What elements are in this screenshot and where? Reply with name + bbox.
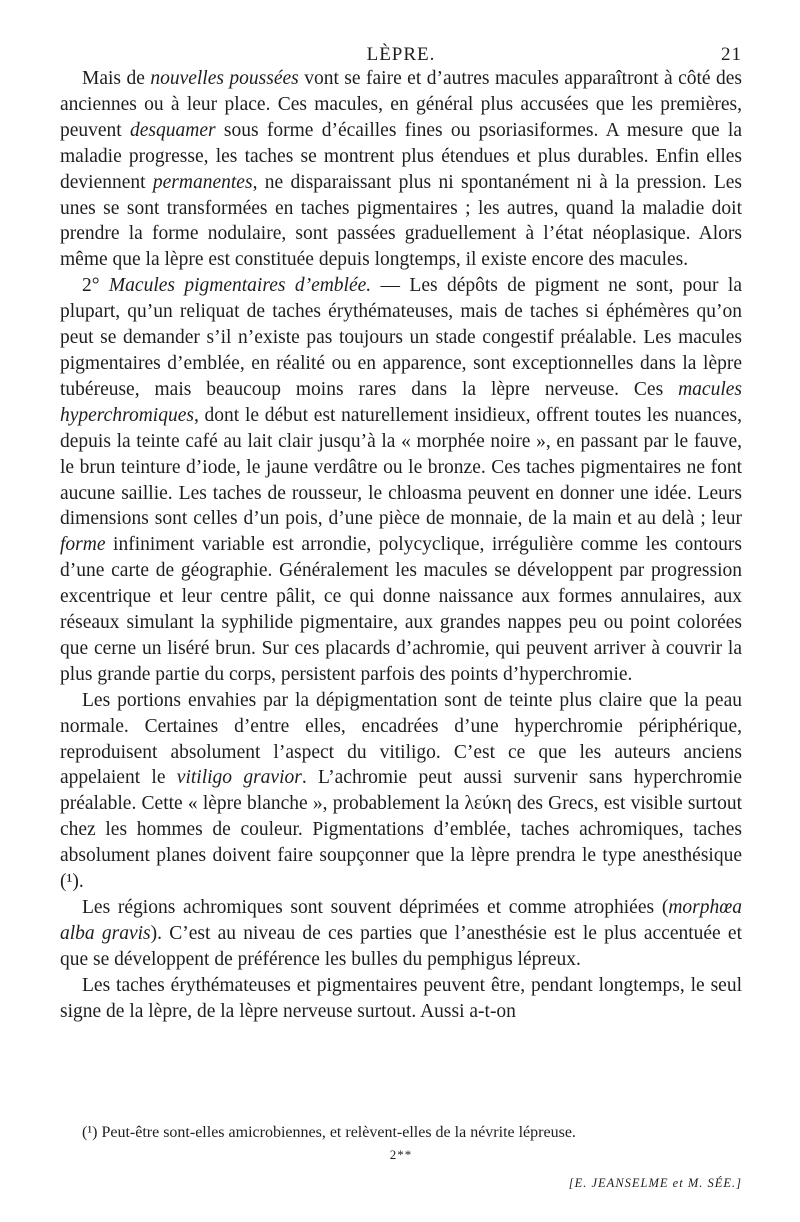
signature-author: [E. JEANSELME et M. SÉE.] bbox=[568, 1176, 742, 1190]
italic-run: morphœa alba gravis bbox=[60, 897, 742, 944]
text-run: . L’achromie peut aussi survenir sans hyperchromie préalable. Cette « lèpre blanche », probablement la λεύκη des Grecs, est visible surtout chez les hommes de couleur. Pigmentations d’emblée, taches achromiques, taches absolument planes doivent faire soupçonner que la lèpre prendra le type anesthésique (¹). bbox=[60, 767, 742, 893]
signature-mark: 2** bbox=[389, 1147, 413, 1162]
running-title: LÈPRE. bbox=[366, 44, 436, 65]
page-number: 21 bbox=[721, 44, 742, 65]
italic-run: nouvelles poussées bbox=[150, 68, 299, 89]
body-text bbox=[60, 66, 742, 1025]
text-run: infiniment variable est arrondie, polycyclique, irrégulière comme les contours d’une carte de géographie. Généralement les macules se développent par progression excentrique et leur centre pâlit, ce qui donne naissance aux formes annulaires, aux réseaux simulant la syphilide pigmentaire, aux grandes nappes peu ou point colorées que cerne un liséré brun. Sur ces placards d’achromie, qui peuvent arriver à couvrir la plus grande partie du corps, persistent parfois des points d’hyperchromie. bbox=[60, 534, 742, 685]
italic-run: desquamer bbox=[130, 119, 216, 141]
text-run: , dont le début est naturellement insidieux, offrent toutes les nuances, depuis la teinte café au lait clair jusqu’à la « morphée noire », en passant par le fauve, le brun teinture d’iode, le jaune verdâtre ou le bronze. Ces taches pigmentaires ne font aucune saillie. Les taches de rousseur, le chloasma peuvent en donner une idée. Leurs dimensions sont celles d’un pois, d’une pièce de monnaie, de la main et au delà ; leur bbox=[60, 404, 742, 530]
text-run: ). C’est au niveau de ces parties que l’anesthésie est le plus accentuée et que se développent de préférence les bulles du pemphigus lépreux. bbox=[60, 922, 742, 970]
paragraph bbox=[60, 66, 742, 273]
text-run: — Les dépôts de pigment ne sont, pour la plupart, qu’un reliquat de taches érythémateuses, mais de taches si éphémères qu’on peut se demander s’il n’existe pas toujours un stade congestif préalable. Les macules pigmentaires d’emblée, en réalité ou en apparence, sont exceptionnelles dans la lèpre tubéreuse, mais beaucoup moins rares dans la lèpre nerveuse. Ces bbox=[60, 275, 742, 400]
text-run: sous forme d’écailles fines ou psoriasiformes. A mesure que la maladie progresse, les taches se montrent plus étendues et plus durables. Enfin elles deviennent bbox=[60, 119, 742, 193]
text-run: , ne disparaissant plus ni spontanément ni à la pression. Les unes se sont transformées en taches pigmentaires ; les autres, quand la maladie doit prendre la forme nodulaire, sont passées graduellement à l’état néoplasique. Alors même que la lèpre est constituée depuis longtemps, il existe encore des macules. bbox=[60, 171, 742, 271]
text-run: Les régions achromiques sont souvent déprimées et comme atrophiées ( bbox=[82, 897, 669, 918]
italic-run: forme bbox=[60, 534, 106, 556]
paragraph bbox=[60, 973, 742, 1025]
italic-run: permanentes bbox=[152, 171, 253, 193]
footnote bbox=[60, 1123, 742, 1143]
text-run: Les portions envahies par la dépigmentation sont de teinte plus claire que la peau normale. Certaines d’entre elles, encadrées d’une hyperchromie périphérique, reproduisent absolument l’aspect du vitiligo. C’est ce que les auteurs anciens appelaient le bbox=[60, 689, 742, 789]
text-run: Mais de bbox=[82, 68, 151, 89]
paragraph bbox=[60, 273, 742, 688]
text-run: vont se faire et d’autres macules apparaîtront à côté des anciennes ou à leur place. Ces macules, en général plus accusées que les premières, peuvent bbox=[60, 68, 742, 141]
text-run: 2° bbox=[82, 275, 109, 297]
italic-run: macules hyperchromiques bbox=[60, 378, 742, 426]
footnote-marker: (¹) bbox=[82, 1124, 98, 1141]
paragraph bbox=[60, 895, 742, 973]
footnote-text: Peut-être sont-elles amicrobiennes, et relèvent-elles de la névrite lépreuse. bbox=[97, 1124, 576, 1141]
section-heading: Macules pigmentaires d’emblée. bbox=[108, 275, 372, 297]
text-run: Les taches érythémateuses et pigmentaires peuvent être, pendant longtemps, le seul signe de la lèpre, de la lèpre nerveuse surtout. Aussi a-t-on bbox=[60, 974, 742, 1022]
paragraph bbox=[60, 688, 742, 895]
italic-run: vitiligo gravior bbox=[176, 767, 302, 789]
